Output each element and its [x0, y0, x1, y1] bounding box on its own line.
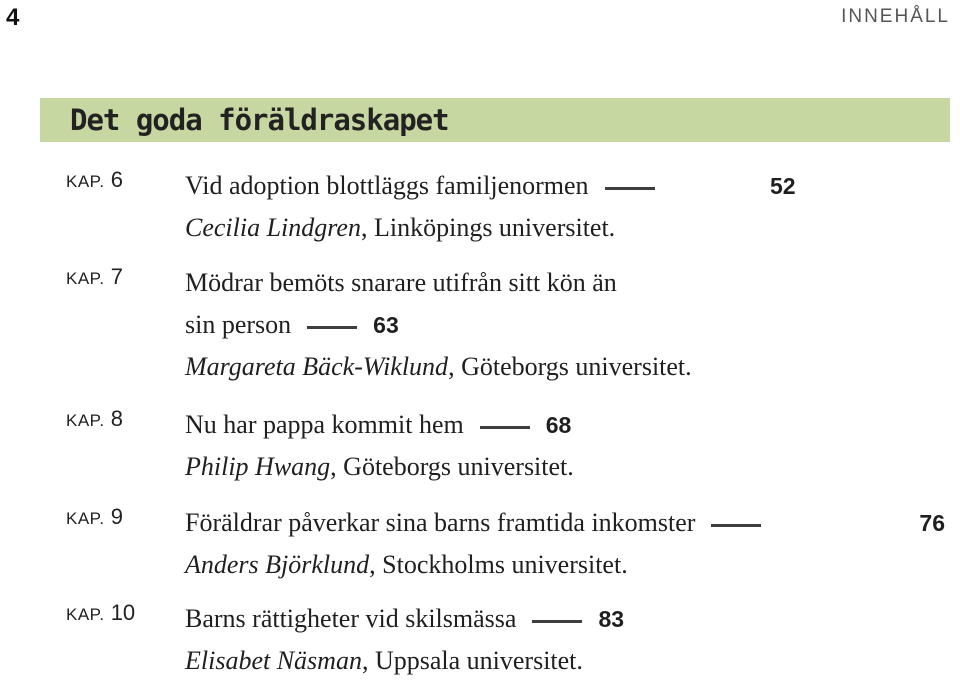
page-number: 4: [6, 4, 20, 31]
kap-word: KAP.: [66, 509, 105, 528]
author-affiliation: , Uppsala universitet.: [361, 646, 583, 675]
chapter-title-line: [185, 304, 955, 346]
chapter-label: [66, 504, 123, 530]
author-line: [185, 544, 955, 586]
chapter-title-line: [185, 404, 955, 446]
author-affiliation: , Göteborgs universitet.: [330, 452, 574, 481]
chapter-title-continued: sin person: [185, 310, 292, 339]
chapter-label: [66, 600, 135, 626]
chapter-title: Nu har pappa kommit hem: [185, 410, 464, 439]
chapter-number: 7: [110, 264, 123, 289]
chapter-label: [66, 167, 123, 193]
section-heading-band: [40, 98, 950, 142]
page-ref: 83: [598, 606, 625, 632]
entry-body: [185, 404, 955, 488]
chapter-title: Vid adoption blottläggs familjenormen: [185, 171, 589, 200]
leader-dash: [605, 187, 655, 190]
author-line: [185, 207, 805, 249]
chapter-label: [66, 406, 123, 432]
leader-dash: [532, 620, 582, 623]
leader-dash: [711, 524, 761, 527]
chapter-title: Barns rättigheter vid skilsmässa: [185, 604, 517, 633]
entry-body: [185, 502, 955, 586]
chapter-title-line: [185, 502, 955, 544]
chapter-title-line: [185, 165, 805, 207]
chapter-label: [66, 264, 123, 290]
section-title: Det goda föräldraskapet: [70, 103, 449, 137]
kap-word: KAP.: [66, 269, 105, 288]
chapter-number: 9: [110, 504, 123, 529]
kap-word: KAP.: [66, 411, 105, 430]
author-name: Philip Hwang: [185, 452, 331, 481]
chapter-number: 6: [110, 167, 123, 192]
chapter-title: Föräldrar påverkar sina barns framtida inkomster: [185, 508, 696, 537]
leader-dash: [480, 426, 530, 429]
running-head: INNEHÅLL: [841, 6, 950, 27]
kap-word: KAP.: [66, 605, 105, 624]
chapter-number: 10: [110, 600, 136, 625]
author-name: Anders Björklund: [185, 550, 370, 579]
page-ref: 68: [545, 412, 572, 438]
author-affiliation: , Göteborgs universitet.: [448, 352, 692, 381]
kap-word: KAP.: [66, 172, 105, 191]
entry-body: [185, 262, 955, 388]
author-affiliation: , Linköpings universitet.: [360, 213, 616, 242]
author-line: [185, 446, 955, 488]
author-name: Margareta Bäck-Wiklund: [185, 352, 449, 381]
chapter-title-line: [185, 598, 955, 640]
page-ref: 76: [919, 510, 945, 536]
entry-body: [185, 598, 955, 682]
chapter-title-line: [185, 262, 955, 304]
author-name: Elisabet Näsman: [185, 646, 362, 675]
chapter-title: Mödrar bemöts snarare utifrån sitt kön än: [185, 268, 617, 297]
author-affiliation: , Stockholms universitet.: [369, 550, 628, 579]
leader-dash: [307, 326, 357, 329]
author-line: [185, 640, 955, 682]
page-ref: 52: [770, 173, 796, 199]
author-line: [185, 346, 955, 388]
entry-body: [185, 165, 805, 249]
author-name: Cecilia Lindgren: [185, 213, 361, 242]
chapter-number: 8: [110, 406, 123, 431]
page-ref: 63: [373, 312, 399, 338]
